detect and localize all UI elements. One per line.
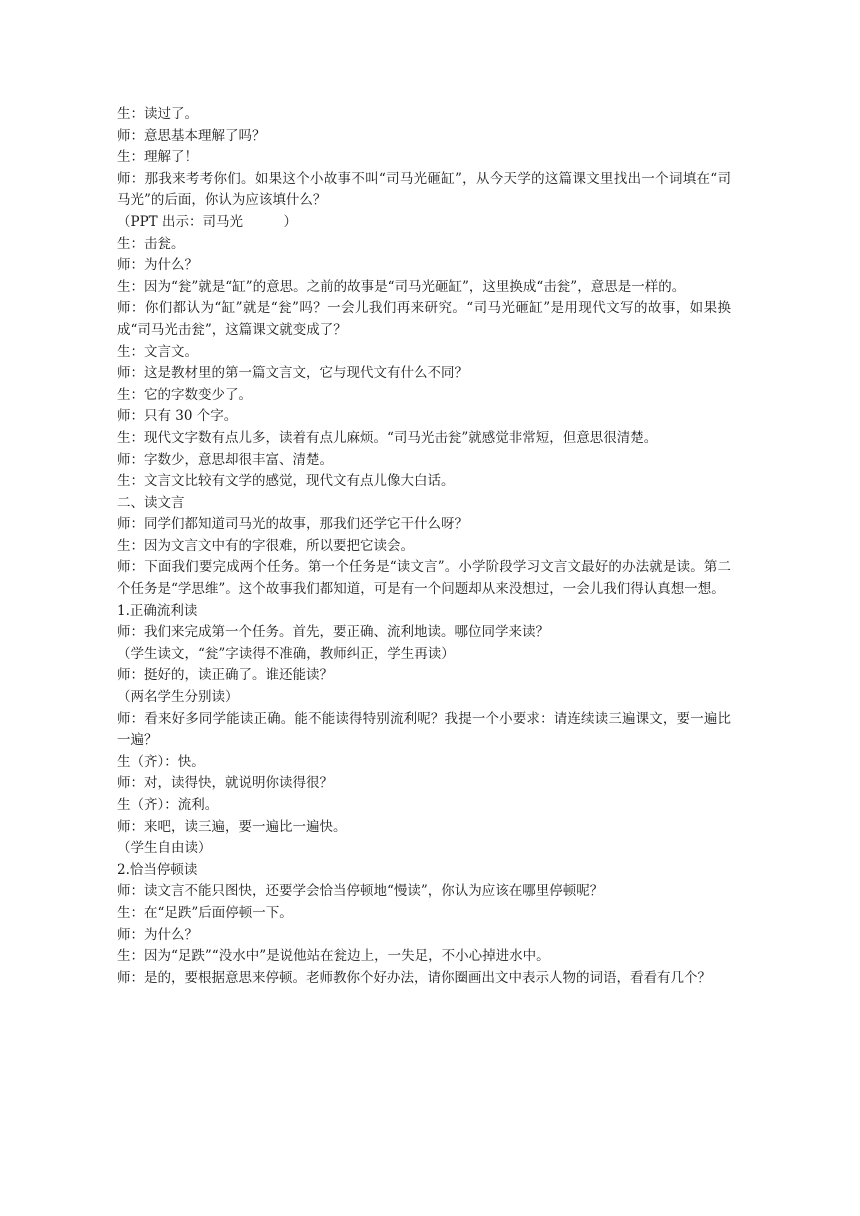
text-line: 师：你们都认为“缸”就是“瓮”吗？一会儿我们再来研究。“司马光砸缸”是用现代文写的故事，如果换成“司马光击瓮”，这篇课文就变成了？: [117, 300, 731, 338]
subsection-heading: 1.正确流利读: [117, 602, 198, 619]
text-line: 师：对，读得快，就说明你读得很？: [117, 775, 333, 792]
text-line: （学生读文，“瓮”字读得不准确，教师纠正，学生再读）: [117, 645, 455, 662]
text-line: 师：只有 30 个字。: [117, 408, 238, 425]
text-line: 师：下面我们要完成两个任务。第一个任务是“读文言”。小学阶段学习文言文最好的办法就是读。第二个任务是“学思维”。这个故事我们都知道，可是有一个问题却从来没想过，一会儿我们得认真想一想。: [117, 559, 731, 598]
section-heading: 二、读文言: [117, 494, 185, 511]
text-line: 师：为什么？: [117, 257, 198, 274]
text-line: 师：读文言不能只图快，还要学会恰当停顿地“慢读”，你认为应该在哪里停顿呢？: [117, 883, 604, 900]
text-line: 生：文言文。: [117, 343, 198, 360]
text-line: （PPT 出示：司马光 ）: [117, 213, 297, 230]
text-line: 生：因为“瓮”就是“缸”的意思。之前的故事是“司马光砸缸”，这里换成“击瓮”，意思是一样的。: [117, 278, 686, 295]
document-page: [117, 104, 731, 989]
text-line: 师：是的，要根据意思来停顿。老师教你个好办法，请你圈画出文中表示人物的词语，看看有几个？: [117, 969, 711, 986]
text-line: 生：因为文言文中有的字很难，所以要把它读会。: [117, 537, 414, 554]
text-line: （两名学生分别读）: [117, 689, 239, 706]
text-line: 生：理解了！: [117, 149, 198, 166]
text-line: 生：击瓮。: [117, 235, 185, 252]
text-line: 生（齐）：流利。: [117, 797, 219, 813]
text-line: 师：那我来考考你们。如果这个小故事不叫“司马光砸缸”，从今天学的这篇课文里找出一个词填在“司马光”的后面，你认为应该填什么？: [117, 170, 731, 209]
text-line: 师：来吧，读三遍，要一遍比一遍快。: [117, 818, 347, 835]
text-line: 生：它的字数变少了。: [117, 386, 252, 403]
text-line: 师：同学们都知道司马光的故事，那我们还学它干什么呀？: [117, 516, 468, 533]
text-line: 生：文言文比较有文学的感觉，现代文有点儿像大白话。: [117, 473, 455, 490]
text-line: 师：意思基本理解了吗？: [117, 127, 266, 144]
text-line: （学生自由读）: [117, 840, 212, 857]
text-line: 生：读过了。: [117, 106, 198, 122]
text-line: 生（齐）：快。: [117, 753, 205, 770]
text-line: 师：为什么？: [117, 926, 198, 943]
text-line: 师：看来好多同学能读正确。能不能读得特别流利呢？我提一个小要求：请连续读三遍课文，要一遍比一遍？: [117, 710, 731, 749]
text-line: 生：在“足跌”后面停顿一下。: [117, 904, 293, 921]
subsection-heading: 2.恰当停顿读: [117, 861, 198, 878]
text-line: 生：因为“足跌”“没水中”是说他站在瓮边上，一失足，不小心掉进水中。: [117, 948, 550, 965]
text-line: 师：挺好的，读正确了。谁还能读？: [117, 667, 333, 684]
text-line: 师：我们来完成第一个任务。首先，要正确、流利地读。哪位同学来读？: [117, 624, 549, 641]
text-line: 生：现代文字数有点儿多，读着有点儿麻烦。“司马光击瓮”就感觉非常短，但意思很清楚。: [117, 429, 658, 446]
text-line: 师：字数少，意思却很丰富、清楚。: [117, 451, 333, 468]
text-line: 师：这是教材里的第一篇文言文，它与现代文有什么不同？: [117, 365, 468, 382]
